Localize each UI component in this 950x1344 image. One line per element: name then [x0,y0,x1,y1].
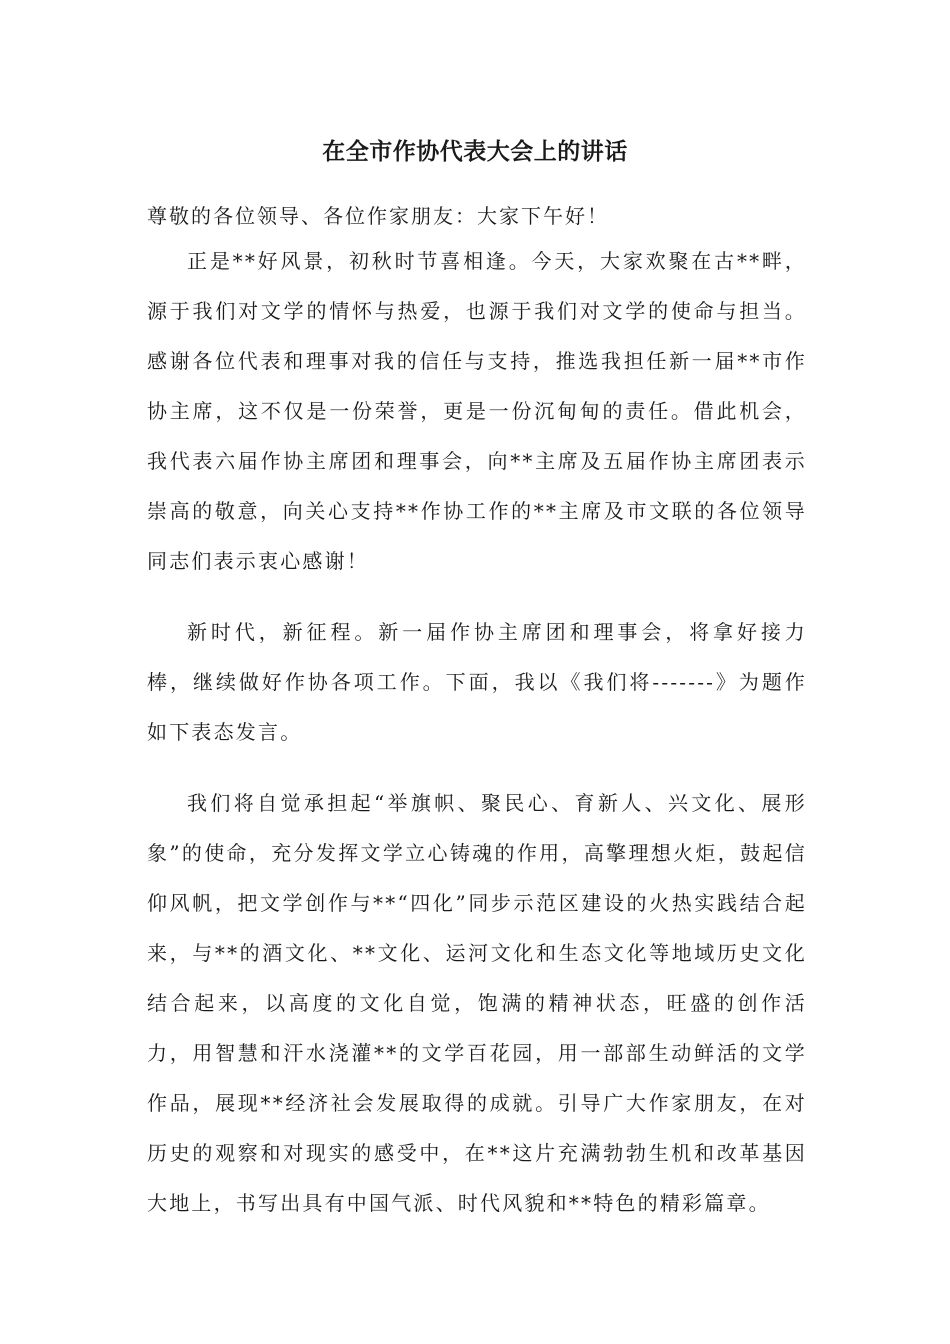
document-body [147,236,807,1249]
paragraph-mission: 我们将自觉承担起“举旗帜、聚民心、育新人、兴文化、展形象”的使命，充分发挥文学立心铸魂的作用，高擎理想火炬，鼓起信仰风帆，把文学创作与**“四化”同步示范区建设的火热实践结合起来，与**的酒文化、**文化、运河文化和生态文化等地域历史文化结合起来，以高度的文化自觉，饱满的精神状态，旺盛的创作活力，用智慧和汗水浇灌**的文学百花园，用一部部生动鲜活的文学作品，展现**经济社会发展取得的成就。引导广大作家朋友，在对历史的观察和对现实的感受中，在**这片充满勃勃生机和改革基因大地上，书写出具有中国气派、时代风貌和**特色的精彩篇章。 [147,791,807,1215]
greeting-line: 尊敬的各位领导、各位作家朋友：大家下午好！ [147,204,609,228]
paragraph-opening: 正是**好风景，初秋时节喜相逢。今天，大家欢聚在古**畔，源于我们对文学的情怀与热爱，也源于我们对文学的使命与担当。感谢各位代表和理事对我的信任与支持，推选我担任新一届**市作协主席，这不仅是一份荣誉，更是一份沉甸甸的责任。借此机会，我代表六届作协主席团和理事会，向**主席及五届作协主席团表示崇高的敬意，向关心支持**作协工作的**主席及市文联的各位领导同志们表示衷心感谢！ [147,249,807,573]
document-title: 在全市作协代表大会上的讲话 [322,138,628,165]
paragraph-new-era: 新时代，新征程。新一届作协主席团和理事会，将拿好接力棒，继续做好作协各项工作。下面，我以《我们将-------》为题作如下表态发言。 [147,620,807,744]
